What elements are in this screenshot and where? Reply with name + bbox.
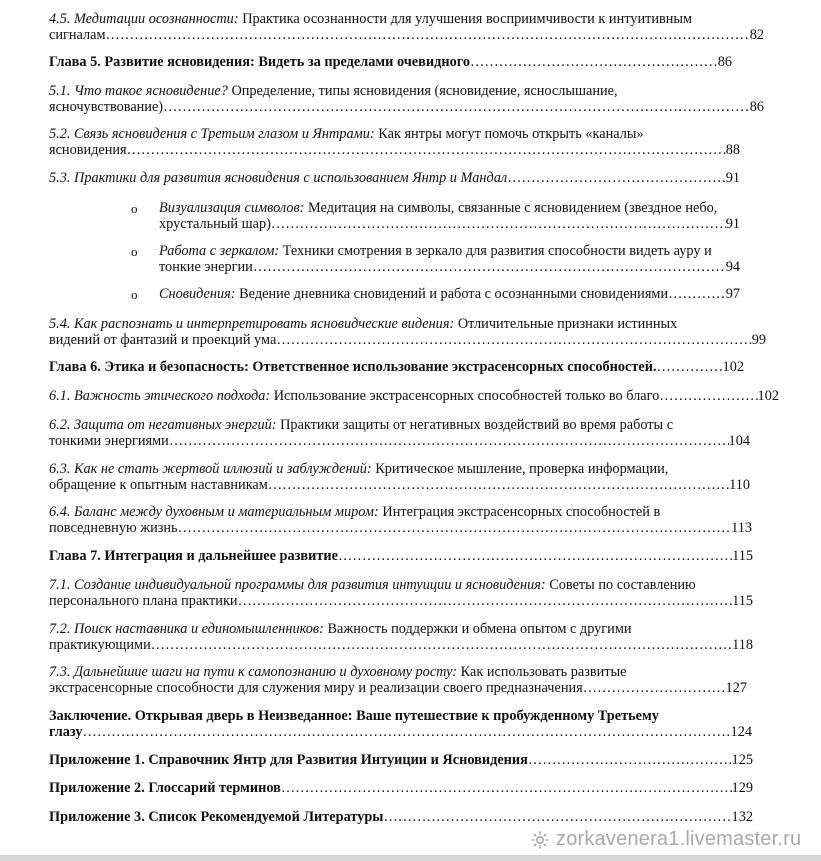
toc-entry <box>49 11 764 27</box>
entry-text: экстрасенсорные способности для служения миру и реализации своего предназначения <box>49 680 583 696</box>
chapter-title: Глава 5. Развитие ясновидения: Видеть за пределами очевидного <box>49 54 471 70</box>
toc-entry-tail <box>49 142 740 158</box>
entry-text: Практики защиты от негативных воздействий во время работы с <box>280 417 674 433</box>
page-number: 125 <box>731 752 753 768</box>
appendix-heading <box>49 780 753 796</box>
entry-text: Использование экстрасенсорных способностей только во благо <box>273 388 660 404</box>
entry-text: Как использовать развитые <box>460 664 627 680</box>
page-number: 88 <box>725 142 740 158</box>
chapter-heading <box>49 548 753 564</box>
entry-title: 6.2. Защита от негативных энергий: <box>49 417 277 433</box>
entry-title: 6.3. Как не стать жертвой иллюзий и заблуждений: <box>49 461 372 477</box>
toc-entry-tail <box>49 520 752 536</box>
entry-text: Критическое мышление, проверка информации, <box>375 461 669 477</box>
toc-entry <box>49 504 764 520</box>
page-number: 102 <box>757 388 779 404</box>
page-number: 97 <box>725 286 740 302</box>
entry-text: ясновидения <box>49 142 127 158</box>
bullet-marker: o <box>131 201 138 216</box>
entry-text: Советы по составлению <box>549 577 696 593</box>
toc-entry-tail <box>49 433 750 449</box>
chapter-heading <box>49 359 744 375</box>
page-number: 86 <box>717 54 732 70</box>
page-number: 115 <box>732 548 753 564</box>
entry-text: Практика осознанности для улучшения восприимчивости к интуитивным <box>242 11 693 27</box>
chapter-title: Глава 6. Этика и безопасность: Ответственное использование экстрасенсорных способностей. <box>49 359 657 375</box>
entry-title: Сновидения: <box>159 286 236 302</box>
bullet-marker: o <box>131 287 138 302</box>
toc-entry <box>49 621 764 637</box>
entry-title: 7.3. Дальнейшие шаги на пути к самопознанию и духовному росту: <box>49 664 458 680</box>
entry-text: Медитация на символы, связанные с ясновидением (звездное небо, <box>308 200 718 216</box>
chapter-title: Глава 7. Интеграция и дальнейшее развитие <box>49 548 338 564</box>
toc-entry <box>49 388 779 404</box>
conclusion-title: Заключение. Открывая дверь в Неизведанное: Ваше путешествие к пробужденному Третьему <box>49 708 659 724</box>
toc-entry <box>49 170 740 186</box>
toc-entry-tail <box>49 477 750 493</box>
page-number: 91 <box>725 170 740 186</box>
toc-entry-tail <box>49 637 753 653</box>
toc-entry <box>49 577 764 593</box>
chapter-heading <box>49 54 732 70</box>
toc-entry <box>49 83 764 99</box>
entry-text: ясночувствование) <box>49 99 164 115</box>
toc-subentry <box>159 286 740 302</box>
toc-entry-tail <box>159 259 740 275</box>
entry-title: 6.4. Баланс между духовным и материальным миром: <box>49 504 379 520</box>
page-number: 118 <box>732 637 753 653</box>
entry-title: 7.1. Создание индивидуальной программы для развития интуиции и ясновидения: <box>49 577 546 593</box>
page-number: 124 <box>730 724 752 740</box>
page-number: 110 <box>729 477 750 493</box>
toc-entry-tail <box>49 332 766 348</box>
toc-entry <box>49 126 764 142</box>
entry-text: сигналам <box>49 27 106 43</box>
toc-entry-tail <box>49 724 752 740</box>
toc-entry-tail <box>49 593 753 609</box>
page-number: 82 <box>749 27 764 43</box>
entry-text: Определение, типы ясновидения (ясновидение, яснослышание, <box>231 83 618 99</box>
appendix-title: Приложение 2. Глоссарий терминов <box>49 780 281 796</box>
toc-entry <box>49 417 764 433</box>
toc-subentry <box>159 200 764 216</box>
entry-title: 6.1. Важность этического подхода: <box>49 388 271 404</box>
toc-entry-tail <box>49 680 747 696</box>
entry-text: Интеграция экстрасенсорных способностей в <box>382 504 661 520</box>
conclusion-title: глазу <box>49 724 83 740</box>
conclusion-heading <box>49 708 764 724</box>
toc-subentry <box>159 243 764 259</box>
entry-text: тонкие энергии <box>159 259 253 275</box>
entry-text: обращение к опытным наставникам <box>49 477 268 493</box>
page-number: 132 <box>731 809 753 825</box>
entry-title: 5.2. Связь ясновидения с Третьим глазом и Янтрами: <box>49 126 375 142</box>
entry-text: повседневную жизнь <box>49 520 178 536</box>
entry-text: хрустальный шар) <box>159 216 271 232</box>
entry-title: 5.1. Что такое ясновидение? <box>49 83 228 99</box>
entry-text: Техники смотрения в зеркало для развития способности видеть ауру и <box>282 243 712 259</box>
page-number: 113 <box>731 520 752 536</box>
entry-title: 5.3. Практики для развития ясновидения с использованием Янтр и Мандал <box>49 170 508 186</box>
entry-title: 5.4. Как распознать и интерпретировать ясновидческие видения: <box>49 316 455 332</box>
appendix-heading <box>49 809 753 825</box>
entry-text: Отличительные признаки истинных <box>457 316 678 332</box>
page-number: 99 <box>751 332 766 348</box>
entry-title: Работа с зеркалом: <box>159 243 280 259</box>
page-number: 86 <box>749 99 764 115</box>
entry-text: Ведение дневника сновидений и работа с осознанными сновидениями <box>239 286 669 302</box>
appendix-title: Приложение 3. Список Рекомендуемой Литературы <box>49 809 384 825</box>
entry-text: персонального плана практики <box>49 593 238 609</box>
appendix-heading <box>49 752 753 768</box>
entry-text: тонкими энергиями <box>49 433 169 449</box>
toc-entry-tail <box>159 216 740 232</box>
sun-flower-icon <box>530 830 550 850</box>
entry-text: практикующими <box>49 637 151 653</box>
page-number: 129 <box>731 780 753 796</box>
entry-title: 7.2. Поиск наставника и единомышленников: <box>49 621 324 637</box>
bullet-marker: o <box>131 244 138 259</box>
page-number: 102 <box>722 359 744 375</box>
page-number: 94 <box>725 259 740 275</box>
toc-entry <box>49 664 764 680</box>
entry-text: Как янтры могут помочь открыть «каналы» <box>378 126 644 142</box>
entry-title: Визуализация символов: <box>159 200 305 216</box>
page-bottom-edge <box>0 855 821 861</box>
toc-entry-tail <box>49 99 764 115</box>
entry-text: видений от фантазий и проекций ума <box>49 332 277 348</box>
entry-text: Важность поддержки и обмена опытом с другими <box>327 621 632 637</box>
page-number: 115 <box>732 593 753 609</box>
toc-entry <box>49 316 764 332</box>
page-number: 91 <box>725 216 740 232</box>
page-number: 127 <box>725 680 747 696</box>
watermark <box>530 828 801 851</box>
toc-entry <box>49 461 764 477</box>
page-number: 104 <box>728 433 750 449</box>
entry-title: 4.5. Медитации осознанности: <box>49 11 239 27</box>
toc-entry-tail <box>49 27 764 43</box>
appendix-title: Приложение 1. Справочник Янтр для Развития Интуиции и Ясновидения <box>49 752 528 768</box>
watermark-text: zorkavenera1.livemaster.ru <box>556 828 802 850</box>
